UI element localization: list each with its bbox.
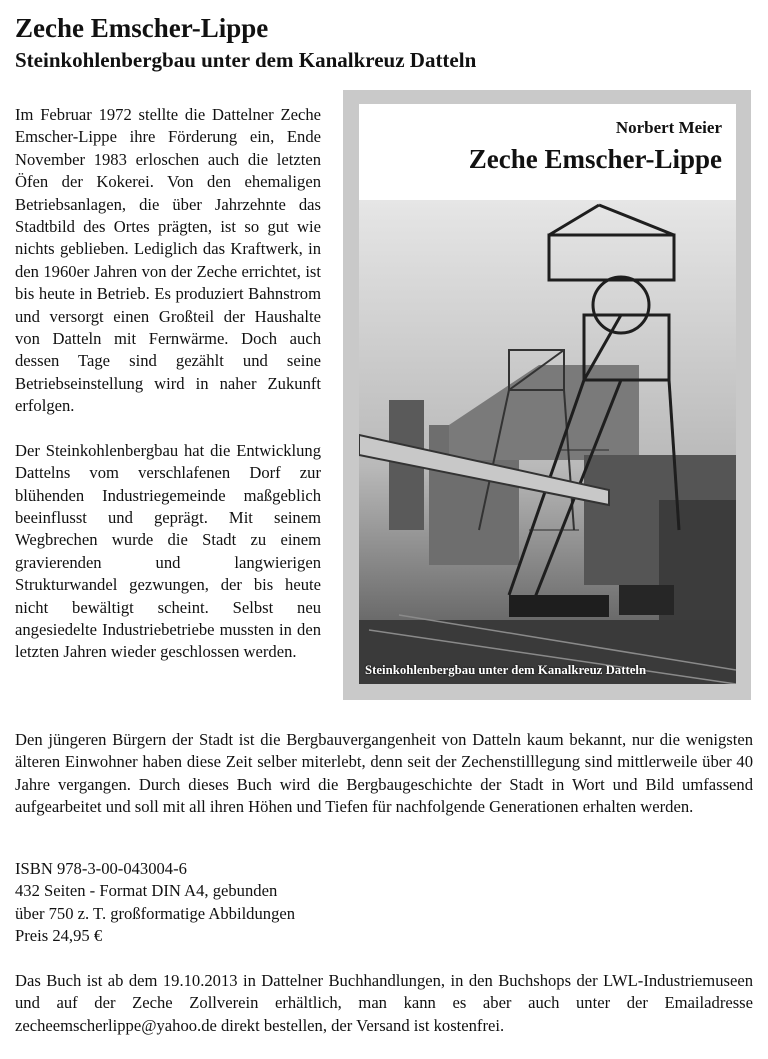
book-cover [359, 104, 736, 684]
body-paragraph-4: Das Buch ist ab dem 19.10.2013 in Dattelner Buchhandlungen, in den Buchshops der LWL-Industriemuseen und auf der Zeche Zollverein erhältlich, man kann es aber auch unter der Emailadresse zecheemscherlippe@yahoo.de direkt bestellen, der Versand ist kostenfrei. [15, 971, 753, 1035]
intro-paragraph-1: Im Februar 1972 stellte die Dattelner Zeche Emscher-Lippe ihre Förderung ein, Ende November 1983 erloschen auch die letzten Öfen der Kokerei. Von den ehemaligen Betriebsanlagen, die über Jahrzehnte das Stadtbild des Ortes prägten, ist so gut wie nichts geblieben. Lediglich das Kraftwerk, in den 1960er Jahren von der Zeche errichtet, ist bis heute in Betrieb. Es produziert Bahnstrom und versorgt einen Großteil der Haushalte von Datteln mit Fernwärme. Doch auch dessen Tage sind gezählt und seine Betriebseinstellung wird in naher Zukunft erfolgen. [15, 105, 321, 416]
colliery-headframe-photo [359, 200, 736, 684]
cover-title: Zeche Emscher-Lippe [468, 144, 722, 174]
page-subtitle: Steinkohlenbergbau unter dem Kanalkreuz Datteln [15, 48, 477, 72]
cover-caption: Steinkohlenbergbau unter dem Kanalkreuz Datteln [365, 663, 647, 677]
pages-format: 432 Seiten - Format DIN A4, gebunden [15, 881, 278, 901]
page-title: Zeche Emscher-Lippe [15, 13, 269, 43]
illustrations: über 750 z. T. großformatige Abbildungen [15, 903, 296, 923]
isbn: ISBN 978-3-00-043004-6 [15, 859, 187, 878]
intro-text [15, 104, 321, 664]
body-paragraph-3: Den jüngeren Bürgern der Stadt ist die Bergbauvergangenheit von Datteln kaum bekannt, nur die wenigsten älteren Einwohner haben diese Zeit selber miterlebt, denn seit der Zechenstilllegung sind mittlerweile über 40 Jahre vergangen. Durch dieses Buch wird die Bergbaugeschichte der Stadt in Wort und Bild umfassend aufgearbeitet und soll mit all ihren Höhen und Tiefen für nachfolgende Generationen erhalten werden. [15, 730, 753, 817]
cover-author: Norbert Meier [615, 118, 722, 137]
intro-paragraph-2: Der Steinkohlenbergbau hat die Entwicklung Dattelns vom verschlafenen Dorf zur blühenden Industriegemeinde maßgeblich beeinflusst und geprägt. Mit seinem Wegbrechen wurde die Stadt zu einem gravierenden und langwierigen Strukturwandel gezwungen, der bis heute nicht bewältigt scheint. Selbst neu angesiedelte Industriebetriebe mussten in den letzten Jahren wieder geschlossen werden. [15, 440, 321, 662]
book-details [15, 858, 295, 948]
price: Preis 24,95 € [15, 926, 103, 946]
